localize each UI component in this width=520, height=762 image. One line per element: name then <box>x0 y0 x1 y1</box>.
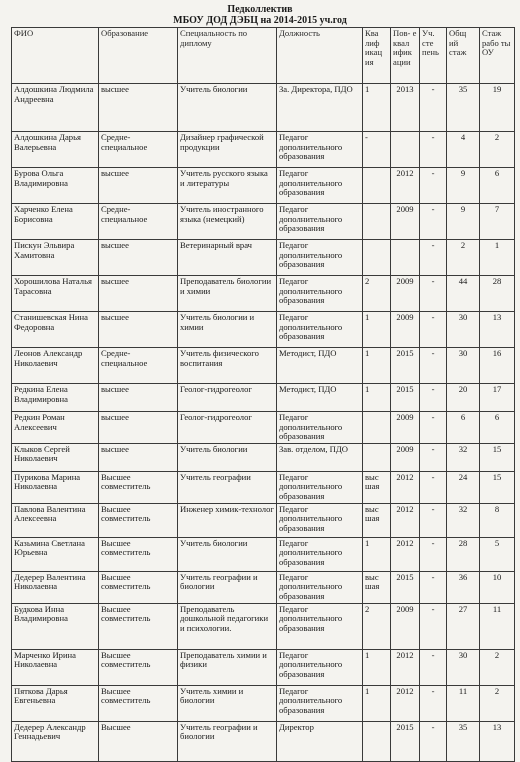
table-cell: 2009 <box>391 276 420 312</box>
column-header: Ква лиф икац ия <box>363 28 391 84</box>
table-cell: высшее <box>99 384 178 412</box>
table-body <box>12 84 515 762</box>
table-cell: Преподаватель биологии и химии <box>178 276 277 312</box>
table-cell: 6 <box>480 168 515 204</box>
table-cell: Пурикова Марина Николаевна <box>12 471 99 503</box>
table-cell: 2 <box>480 649 515 685</box>
column-header: Должность <box>277 28 363 84</box>
table-cell: 28 <box>447 537 480 571</box>
table-cell: Высшее совместитель <box>99 503 178 537</box>
table-cell: Высшее совместитель <box>99 471 178 503</box>
table-cell: Учитель географии и биологии <box>178 721 277 761</box>
table-cell: 1 <box>363 84 391 132</box>
table-row <box>12 348 515 384</box>
page-subtitle: МБОУ ДОД ДЭБЦ на 2014-2015 уч.год <box>173 15 347 26</box>
table-cell: Клыков Сергей Николаевич <box>12 443 99 471</box>
table-row <box>12 503 515 537</box>
table-cell: - <box>363 132 391 168</box>
table-cell: 2009 <box>391 443 420 471</box>
table-cell: Методист, ПДО <box>277 348 363 384</box>
table-cell: Педагог дополнительного образования <box>277 412 363 444</box>
table-row <box>12 412 515 444</box>
table-cell: Учитель биологии <box>178 84 277 132</box>
table-cell: - <box>420 571 447 603</box>
table-cell: Леонов Александр Николаевич <box>12 348 99 384</box>
table-cell: высшее <box>99 276 178 312</box>
table-cell: Алдошкина Дарья Валерьевна <box>12 132 99 168</box>
table-row <box>12 603 515 649</box>
table-cell: 1 <box>363 348 391 384</box>
table-cell: Средне-специальное <box>99 348 178 384</box>
document-header <box>0 4 520 26</box>
table-row <box>12 537 515 571</box>
table-row <box>12 84 515 132</box>
table-cell: Методист, ПДО <box>277 384 363 412</box>
table-cell: 30 <box>447 312 480 348</box>
table-cell: Дизайнер графической продукции <box>178 132 277 168</box>
table-cell: - <box>420 471 447 503</box>
table-cell: Марченко Ирина Николаевна <box>12 649 99 685</box>
table-cell: - <box>420 443 447 471</box>
table-cell: 1 <box>363 384 391 412</box>
table-cell: Харченко Елена Борисовна <box>12 204 99 240</box>
table-cell: Учитель географии и биологии <box>178 571 277 603</box>
table-row <box>12 685 515 721</box>
table-cell: Высшее совместитель <box>99 649 178 685</box>
table-cell: Редкина Елена Владимировна <box>12 384 99 412</box>
table-cell: Преподаватель химии и физики <box>178 649 277 685</box>
table-cell: 2012 <box>391 537 420 571</box>
table-cell: 2 <box>363 603 391 649</box>
table-cell: 1 <box>363 312 391 348</box>
table-cell: Педагог дополнительного образования <box>277 471 363 503</box>
table-cell: 2 <box>447 240 480 276</box>
table-cell: высшее <box>99 443 178 471</box>
table-cell: 32 <box>447 443 480 471</box>
table-cell: Педагог дополнительного образования <box>277 603 363 649</box>
table-cell: - <box>420 276 447 312</box>
column-header: Уч. сте пень <box>420 28 447 84</box>
column-header: Пов- е квал ифик ации <box>391 28 420 84</box>
table-cell: 2015 <box>391 571 420 603</box>
table-row <box>12 721 515 761</box>
column-header: Специальность по диплому <box>178 28 277 84</box>
table-cell: Казьмина Светлана Юрьевна <box>12 537 99 571</box>
table-cell: 1 <box>363 649 391 685</box>
table-cell: Директор <box>277 721 363 761</box>
table-cell: Учитель биологии <box>178 443 277 471</box>
table-cell <box>363 443 391 471</box>
table-cell: Педагог дополнительного образования <box>277 503 363 537</box>
page-title: Педколлектив <box>227 4 293 15</box>
table-cell: Педагог дополнительного образования <box>277 168 363 204</box>
table-cell: высшее <box>99 312 178 348</box>
table-cell: 11 <box>447 685 480 721</box>
table-cell: Будкова Инна Владимировна <box>12 603 99 649</box>
table-cell: Хорошилова Наталья Тарасовна <box>12 276 99 312</box>
table-cell <box>363 240 391 276</box>
table-cell: 9 <box>447 204 480 240</box>
table-cell: 20 <box>447 384 480 412</box>
table-cell: Учитель физического воспитания <box>178 348 277 384</box>
table-cell: Геолог-гидрогеолог <box>178 384 277 412</box>
table-row <box>12 312 515 348</box>
table-cell: Педагог дополнительного образования <box>277 276 363 312</box>
table-cell: 32 <box>447 503 480 537</box>
table-cell: - <box>420 685 447 721</box>
table-cell: 5 <box>480 537 515 571</box>
table-cell: Бурова Ольга Владимировна <box>12 168 99 204</box>
table-row <box>12 471 515 503</box>
table-cell: 9 <box>447 168 480 204</box>
table-cell: 2 <box>363 276 391 312</box>
table-cell: высшее <box>99 84 178 132</box>
table-cell: Пяткова Дарья Евгеньевна <box>12 685 99 721</box>
table-cell: Педагог дополнительного образования <box>277 649 363 685</box>
table-cell: Высшее <box>99 721 178 761</box>
table-cell <box>391 240 420 276</box>
table-cell: 2012 <box>391 503 420 537</box>
table-header-row <box>12 28 515 84</box>
table-cell: 36 <box>447 571 480 603</box>
table-cell: 2012 <box>391 471 420 503</box>
table-cell: Зав. отделом, ПДО <box>277 443 363 471</box>
table-cell: - <box>420 84 447 132</box>
column-header: Стаж рабо ты ОУ <box>480 28 515 84</box>
table-cell: Павлова Валентина Алексеевна <box>12 503 99 537</box>
table-cell: За. Директора, ПДО <box>277 84 363 132</box>
table-cell: 35 <box>447 721 480 761</box>
table-cell: Преподаватель дошкольной педагогики и психологии. <box>178 603 277 649</box>
table-cell: Геолог-гидрогеолог <box>178 412 277 444</box>
table-cell: 2012 <box>391 685 420 721</box>
table-cell: 13 <box>480 312 515 348</box>
table-cell: 15 <box>480 443 515 471</box>
table-cell: 6 <box>447 412 480 444</box>
table-cell <box>363 168 391 204</box>
table-cell: 2 <box>480 685 515 721</box>
table-cell: Алдошкина Людмила Андреевна <box>12 84 99 132</box>
table-cell: - <box>420 721 447 761</box>
table-cell: 27 <box>447 603 480 649</box>
table-row <box>12 649 515 685</box>
table-cell: 2009 <box>391 312 420 348</box>
table-cell: 28 <box>480 276 515 312</box>
table-cell: Пискун Эльвира Хамитовна <box>12 240 99 276</box>
table-cell: 2 <box>480 132 515 168</box>
table-cell <box>363 204 391 240</box>
table-cell: Ветеринарный врач <box>178 240 277 276</box>
table-cell: высшее <box>99 240 178 276</box>
table-row <box>12 443 515 471</box>
table-cell: Учитель географии <box>178 471 277 503</box>
table-cell: выс шая <box>363 503 391 537</box>
table-cell: Дедерер Валентина Николаевна <box>12 571 99 603</box>
table-cell: Высшее совместитель <box>99 685 178 721</box>
table-cell: 2015 <box>391 348 420 384</box>
table-row <box>12 384 515 412</box>
table-cell: 1 <box>363 685 391 721</box>
table-cell: Средне-специальное <box>99 132 178 168</box>
table-cell: Редкин Роман Алексеевич <box>12 412 99 444</box>
table-cell: 2009 <box>391 204 420 240</box>
table-cell: - <box>420 537 447 571</box>
table-cell: 19 <box>480 84 515 132</box>
table-cell: 7 <box>480 204 515 240</box>
table-cell: - <box>420 603 447 649</box>
table-row <box>12 276 515 312</box>
table-cell: - <box>420 240 447 276</box>
table-row <box>12 168 515 204</box>
table-cell: 4 <box>447 132 480 168</box>
table-cell: 2015 <box>391 384 420 412</box>
table-cell: 8 <box>480 503 515 537</box>
table-cell: - <box>420 348 447 384</box>
table-cell: 16 <box>480 348 515 384</box>
table-cell: 2013 <box>391 84 420 132</box>
table-cell: высшее <box>99 412 178 444</box>
table-cell: Педагог дополнительного образования <box>277 240 363 276</box>
table-cell: Учитель иностранного языка (немецкий) <box>178 204 277 240</box>
table-cell: 11 <box>480 603 515 649</box>
table-cell: - <box>420 384 447 412</box>
table-cell: Высшее совместитель <box>99 571 178 603</box>
table-cell: - <box>420 168 447 204</box>
table-cell: 2009 <box>391 412 420 444</box>
table-cell: 15 <box>480 471 515 503</box>
column-header: ФИО <box>12 28 99 84</box>
table-cell: - <box>420 412 447 444</box>
table-cell: Педагог дополнительного образования <box>277 685 363 721</box>
table-cell: - <box>420 649 447 685</box>
table-cell: Средне-специальное <box>99 204 178 240</box>
table-cell: 1 <box>480 240 515 276</box>
table-cell: 44 <box>447 276 480 312</box>
table-row <box>12 240 515 276</box>
table-cell: Учитель химии и биологии <box>178 685 277 721</box>
table-cell <box>363 721 391 761</box>
table-cell: выс шая <box>363 471 391 503</box>
table-cell: Педагог дополнительного образования <box>277 537 363 571</box>
table-cell: 30 <box>447 348 480 384</box>
table-cell: высшее <box>99 168 178 204</box>
table-cell: Станишевская Нина Федоровна <box>12 312 99 348</box>
table-cell: - <box>420 312 447 348</box>
table-cell: 30 <box>447 649 480 685</box>
table-cell: 2012 <box>391 168 420 204</box>
table-cell: 13 <box>480 721 515 761</box>
table-cell: Учитель русского языка и литературы <box>178 168 277 204</box>
table-cell: 24 <box>447 471 480 503</box>
table-cell: Педагог дополнительного образования <box>277 571 363 603</box>
staff-table <box>11 27 515 762</box>
table-cell: 10 <box>480 571 515 603</box>
table-cell: Педагог дополнительного образования <box>277 132 363 168</box>
table-row <box>12 132 515 168</box>
table-cell: 1 <box>363 537 391 571</box>
table-cell: Педагог дополнительного образования <box>277 204 363 240</box>
table-cell: 2012 <box>391 649 420 685</box>
table-cell: Педагог дополнительного образования <box>277 312 363 348</box>
table-cell: 2009 <box>391 603 420 649</box>
table-row <box>12 571 515 603</box>
table-cell: Высшее совместитель <box>99 537 178 571</box>
table-row <box>12 204 515 240</box>
table-cell: Дедерер Александр Геннадьевич <box>12 721 99 761</box>
table-cell: Учитель биологии <box>178 537 277 571</box>
table-cell: 2015 <box>391 721 420 761</box>
table-cell: Инженер химик-технолог <box>178 503 277 537</box>
table-cell: - <box>420 132 447 168</box>
column-header: Общ ий стаж <box>447 28 480 84</box>
table-cell: - <box>420 204 447 240</box>
table-cell: Учитель биологии и химии <box>178 312 277 348</box>
table-cell: 17 <box>480 384 515 412</box>
column-header: Образование <box>99 28 178 84</box>
table-cell: Высшее совместитель <box>99 603 178 649</box>
table-cell <box>391 132 420 168</box>
table-cell: выс шая <box>363 571 391 603</box>
table-cell: - <box>420 503 447 537</box>
table-cell: 6 <box>480 412 515 444</box>
table-cell: 35 <box>447 84 480 132</box>
table-cell <box>363 412 391 444</box>
